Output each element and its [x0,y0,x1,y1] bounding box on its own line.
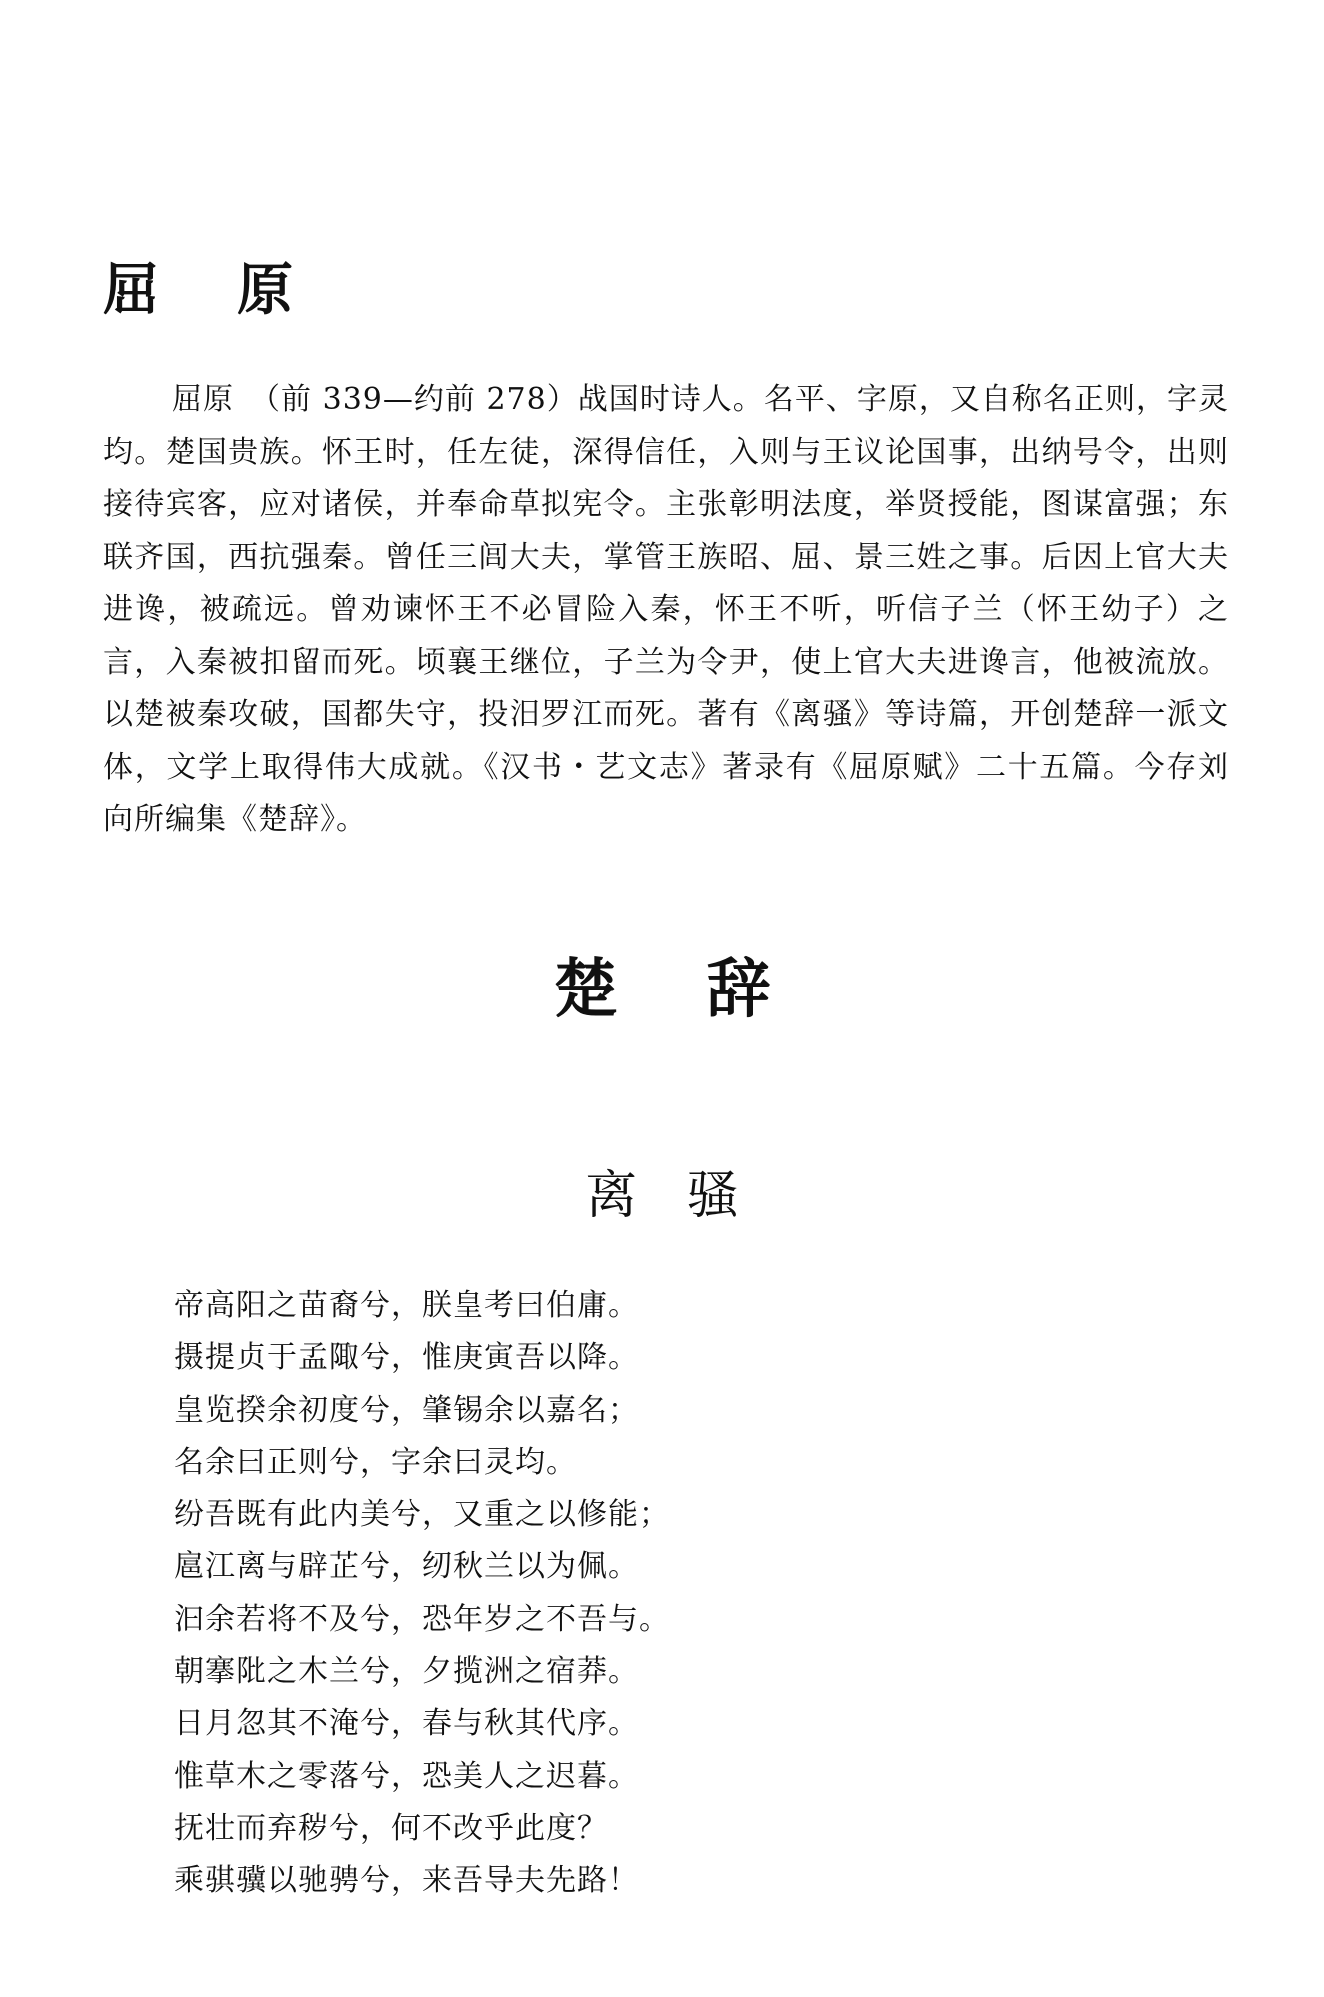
collection-heading: 楚 辞 [553,952,771,1027]
poem-line: 摄提贞于孟陬兮，惟庚寅吾以降。 [174,1340,639,1376]
poem-line: 扈江离与辟芷兮，纫秋兰以为佩。 [174,1549,639,1585]
poem-body [174,1280,1174,1908]
poem-title: 离 骚 [585,1166,739,1226]
poem-line: 帝高阳之苗裔兮，朕皇考曰伯庸。 [174,1288,639,1323]
poem-line: 乘骐骥以驰骋兮，来吾导夫先路！ [174,1863,639,1899]
author-biography: 屈原 （前 339—约前 278）战国时诗人。名平、字原，又自称名正则，字灵均。楚国贵族。怀王时，任左徒，深得信任，入则与王议论国事，出纳号令，出则接待宾客，应对诸侯，并奉命草拟宪令。主张彰明法度，举贤授能，图谋富强；东联齐国，西抗强秦。曾任三闾大夫，掌管王族昭、屈、景三姓之事。后因上官大夫进谗，被疏远。曾劝谏怀王不必冒险入秦，怀王不听，听信子兰（怀王幼子）之言，入秦被扣留而死。顷襄王继位，子兰为令尹，使上官大夫进谗言，他被流放。以楚被秦攻破，国都失守，投汨罗江而死。著有《离骚》等诗篇，开创楚辞一派文体，文学上取得伟大成就。《汉书・艺文志》著录有《屈原赋》二十五篇。今存刘向所编集《楚辞》。 [103,382,1229,837]
poem-line: 抚壮而弃秽兮，何不改乎此度？ [174,1810,608,1846]
author-heading: 屈 原 [103,257,293,323]
poem-line: 皇览揆余初度兮，肇锡余以嘉名； [174,1392,639,1428]
poem-line: 名余曰正则兮，字余曰灵均。 [174,1444,577,1480]
poem-line: 纷吾既有此内美兮，又重之以修能； [174,1497,670,1533]
poem-line: 汩余若将不及兮，恐年岁之不吾与。 [174,1601,670,1637]
poem-line: 惟草木之零落兮，恐美人之迟暮。 [174,1758,639,1794]
poem-line: 日月忽其不淹兮，春与秋其代序。 [174,1706,639,1742]
poem-line: 朝搴阰之木兰兮，夕揽洲之宿莽。 [174,1654,639,1690]
